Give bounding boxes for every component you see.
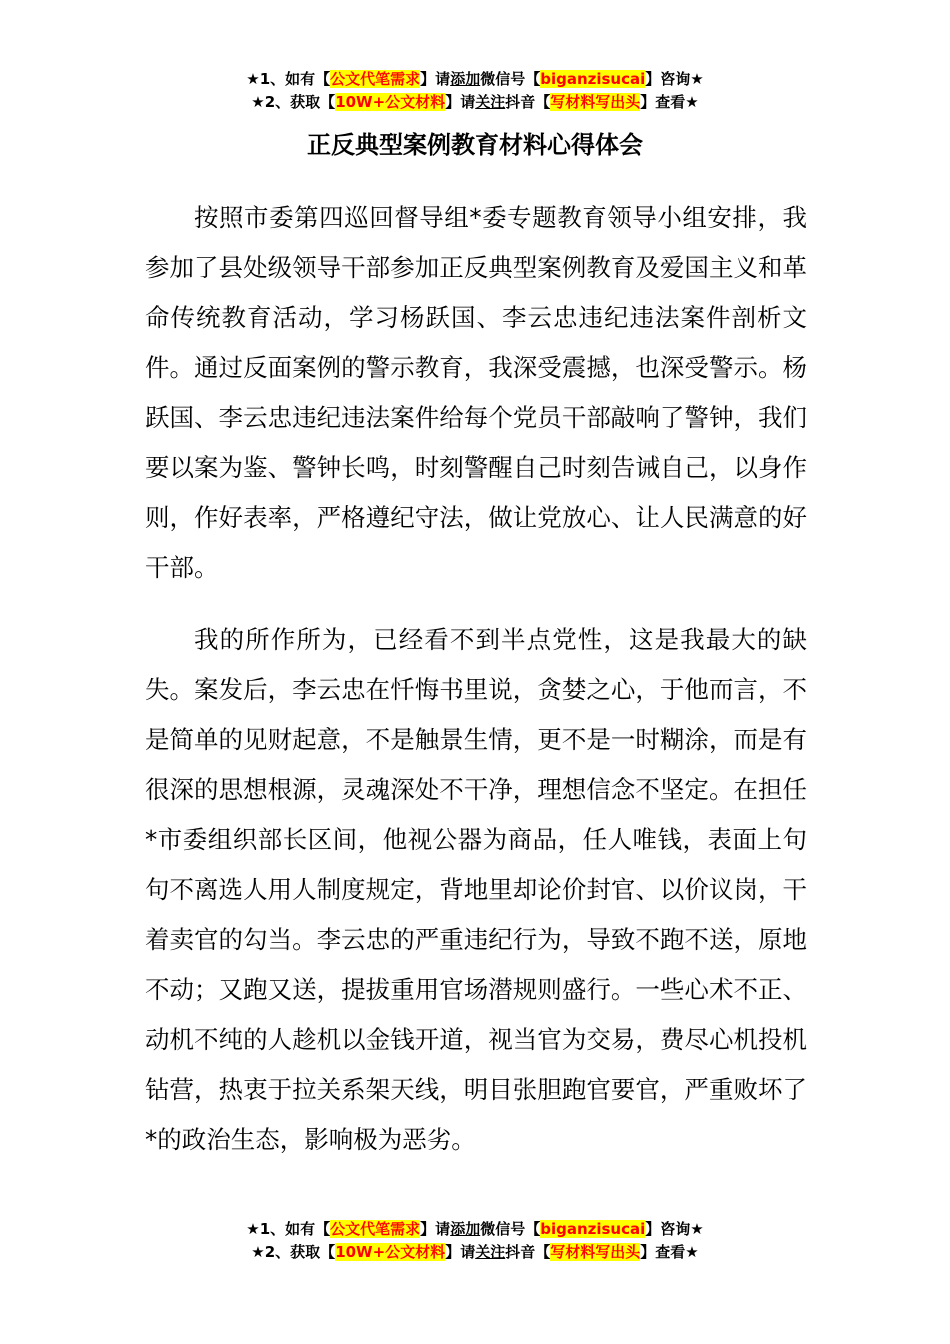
header-line-1-text: 】请 (420, 70, 451, 88)
header-line-1-text-2: 微信号【 (480, 70, 541, 88)
paragraph-1: 按照市委第四巡回督导组*委专题教育领导小组安排，我参加了县处级领导干部参加正反典型案例教育及爱国主义和革命传统教育活动，学习杨跃国、李云忠违纪违法案件剖析文件。通过反面案例的警示教育，我深受震撼，也深受警示。杨跃国、李云忠违纪违法案件给每个党员干部敲响了警钟，我们要以案为鉴、警钟长鸣，时刻警醒自己时刻告诫自己，以身作则，作好表率，严格遵纪守法，做让党放心、让人民满意的好干部。 (145, 203, 807, 582)
header-line-1-suffix: 】咨询★ (645, 70, 704, 88)
header-highlight-douyin: 写材料写出头 (550, 93, 641, 111)
header-underline-add: 添加 (450, 70, 481, 88)
footer-line-1-suffix: 】咨询★ (645, 1220, 704, 1238)
footer-line-2-prefix: ★2、获取【 (251, 1243, 336, 1261)
footer-line-1 (0, 1218, 950, 1241)
paragraph-2: 我的所作所为，已经看不到半点党性，这是我最大的缺失。案发后，李云忠在忏悔书里说，贪婪之心，于他而言，不是简单的见财起意，不是触景生情，更不是一时糊涂，而是有很深的思想根源，灵魂深处不干净，理想信念不坚定。在担任*市委组织部长区间，他视公器为商品，任人唯钱，表面上句句不离选人用人制度规定，背地里却论价封官、以价议岗，干着卖官的勾当。李云忠的严重违纪行为，导致不跑不送，原地不动；又跑又送，提拔重用官场潜规则盛行。一些心术不正、动机不纯的人趁机以金钱开道，视当官为交易，费尽心机投机钻营，热衷于拉关系架天线，明目张胆跑官要官，严重败坏了*的政治生态，影响极为恶劣。 (145, 625, 807, 1154)
header-line-2-text-2: 抖音【 (505, 93, 551, 111)
footer-line-2-text-2: 抖音【 (505, 1243, 551, 1261)
header-line-2 (0, 91, 950, 114)
header-line-1-prefix: ★1、如有【 (246, 70, 331, 88)
document-body (145, 193, 807, 1165)
header-underline-follow: 关注 (475, 93, 506, 111)
footer-highlight-wechat-id: biganzisucai (540, 1220, 646, 1238)
footer-banner (0, 1218, 950, 1264)
header-line-2-suffix: 】查看★ (640, 93, 699, 111)
header-line-2-text: 】请 (445, 93, 476, 111)
header-banner (0, 68, 950, 114)
header-highlight-service: 公文代笔需求 (330, 70, 421, 88)
footer-highlight-douyin: 写材料写出头 (550, 1243, 641, 1261)
footer-highlight-service: 公文代笔需求 (330, 1220, 421, 1238)
footer-line-1-text: 】请 (420, 1220, 451, 1238)
footer-line-2-text: 】请 (445, 1243, 476, 1261)
footer-underline-follow: 关注 (475, 1243, 506, 1261)
document-title: 正反典型案例教育材料心得体会 (307, 131, 643, 159)
footer-line-2 (0, 1241, 950, 1264)
header-highlight-wechat-id: biganzisucai (540, 70, 646, 88)
footer-highlight-materials: 10W+公文材料 (335, 1243, 446, 1261)
header-line-2-prefix: ★2、获取【 (251, 93, 336, 111)
footer-underline-add: 添加 (450, 1220, 481, 1238)
footer-line-1-text-2: 微信号【 (480, 1220, 541, 1238)
footer-line-2-suffix: 】查看★ (640, 1243, 699, 1261)
header-highlight-materials: 10W+公文材料 (335, 93, 446, 111)
header-line-1 (0, 68, 950, 91)
footer-line-1-prefix: ★1、如有【 (246, 1220, 331, 1238)
